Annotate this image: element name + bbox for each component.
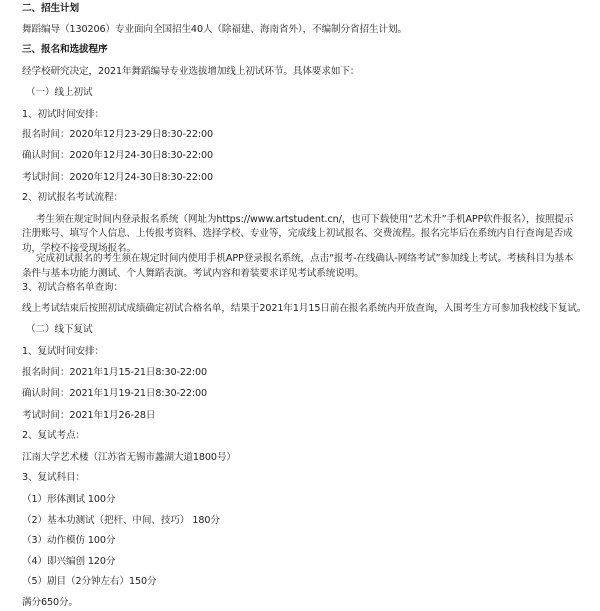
preliminary-result-title: 3、初试合格名单查询：: [22, 282, 123, 294]
retest-subjects-title: 3、复试科目：: [22, 472, 85, 484]
part-title-offline-retest: （二）线下复试: [26, 324, 93, 336]
retest-subject-item: （3）动作模仿 100分: [22, 535, 116, 547]
retest-subject-item: （5）剧目（2分钟左右）150分: [22, 576, 157, 588]
preliminary-process-paragraph-2: 完成初试报名的考生须在规定时间内使用手机APP登录报名系统，点击“报考-在线确认-网络考试”参加线上考试。考核科目为基本条件与基本功能力测试、个人舞蹈表演。考试内容和着装要求详见考试系统说明。: [22, 253, 574, 279]
preliminary-result-text: 线上考试结束后按照初试成绩确定初试合格名单，结果于2021年1月15日前在报名系统内开放查询，入围考生方可参加我校线下复试。: [22, 302, 587, 314]
retest-subject-item: （1）形体测试 100分: [22, 493, 116, 505]
preliminary-exam-time: 考试时间：2020年12月24-30日8:30-22:00: [22, 171, 214, 183]
retest-venue: 江南大学艺术楼（江苏省无锡市蠡湖大道1800号）: [22, 451, 236, 463]
preliminary-registration-time: 报名时间：2020年12月23-29日8:30-22:00: [22, 129, 214, 141]
retest-venue-title: 2、复试考点：: [22, 430, 85, 442]
registration-intro: 经学校研究决定，2021年舞蹈编导专业选拔增加线上初试环节。具体要求如下：: [22, 65, 360, 77]
part-title-online-preliminary: （一）线上初试: [26, 87, 93, 99]
retest-registration-time: 报名时间：2021年1月15-21日8:30-22:00: [22, 366, 207, 378]
section-heading-registration: 三、报名和选拔程序: [22, 44, 108, 56]
preliminary-process-title: 2、初试报名考试流程：: [22, 192, 123, 204]
preliminary-process-paragraph-1: 考生须在规定时间内登录报名系统（网址为https://www.artstudent.cn/，也可下载使用“艺术升”手机APP软件报名），按照提示注册账号、填写个人信息、上传报考资料、选择学校、专业等，完成线上初试报名、交费流程。报名完毕后在系统内自行查询是否成功，学校不接受现场报名。: [22, 213, 574, 254]
retest-confirmation-time: 确认时间：2021年1月19-21日8:30-22:00: [22, 388, 207, 399]
enrollment-plan-text: 舞蹈编导（130206）专业面向全国招生40人（除福建、海南省外），不编制分省招生计划。: [22, 23, 408, 35]
retest-exam-time: 考试时间：2021年1月26-28日: [22, 409, 156, 421]
preliminary-schedule-title: 1、初试时间安排：: [22, 108, 104, 120]
retest-subject-item: （4）即兴编创 120分: [22, 555, 116, 567]
preliminary-confirmation-time: 确认时间：2020年12月24-30日8:30-22:00: [22, 150, 214, 161]
retest-subject-item: （2）基本功测试（把杆、中间、技巧） 180分: [22, 514, 220, 526]
retest-total-score: 满分650分。: [22, 597, 78, 608]
section-heading-enrollment-plan: 二、招生计划: [22, 2, 79, 14]
retest-schedule-title: 1、复试时间安排：: [22, 345, 104, 357]
